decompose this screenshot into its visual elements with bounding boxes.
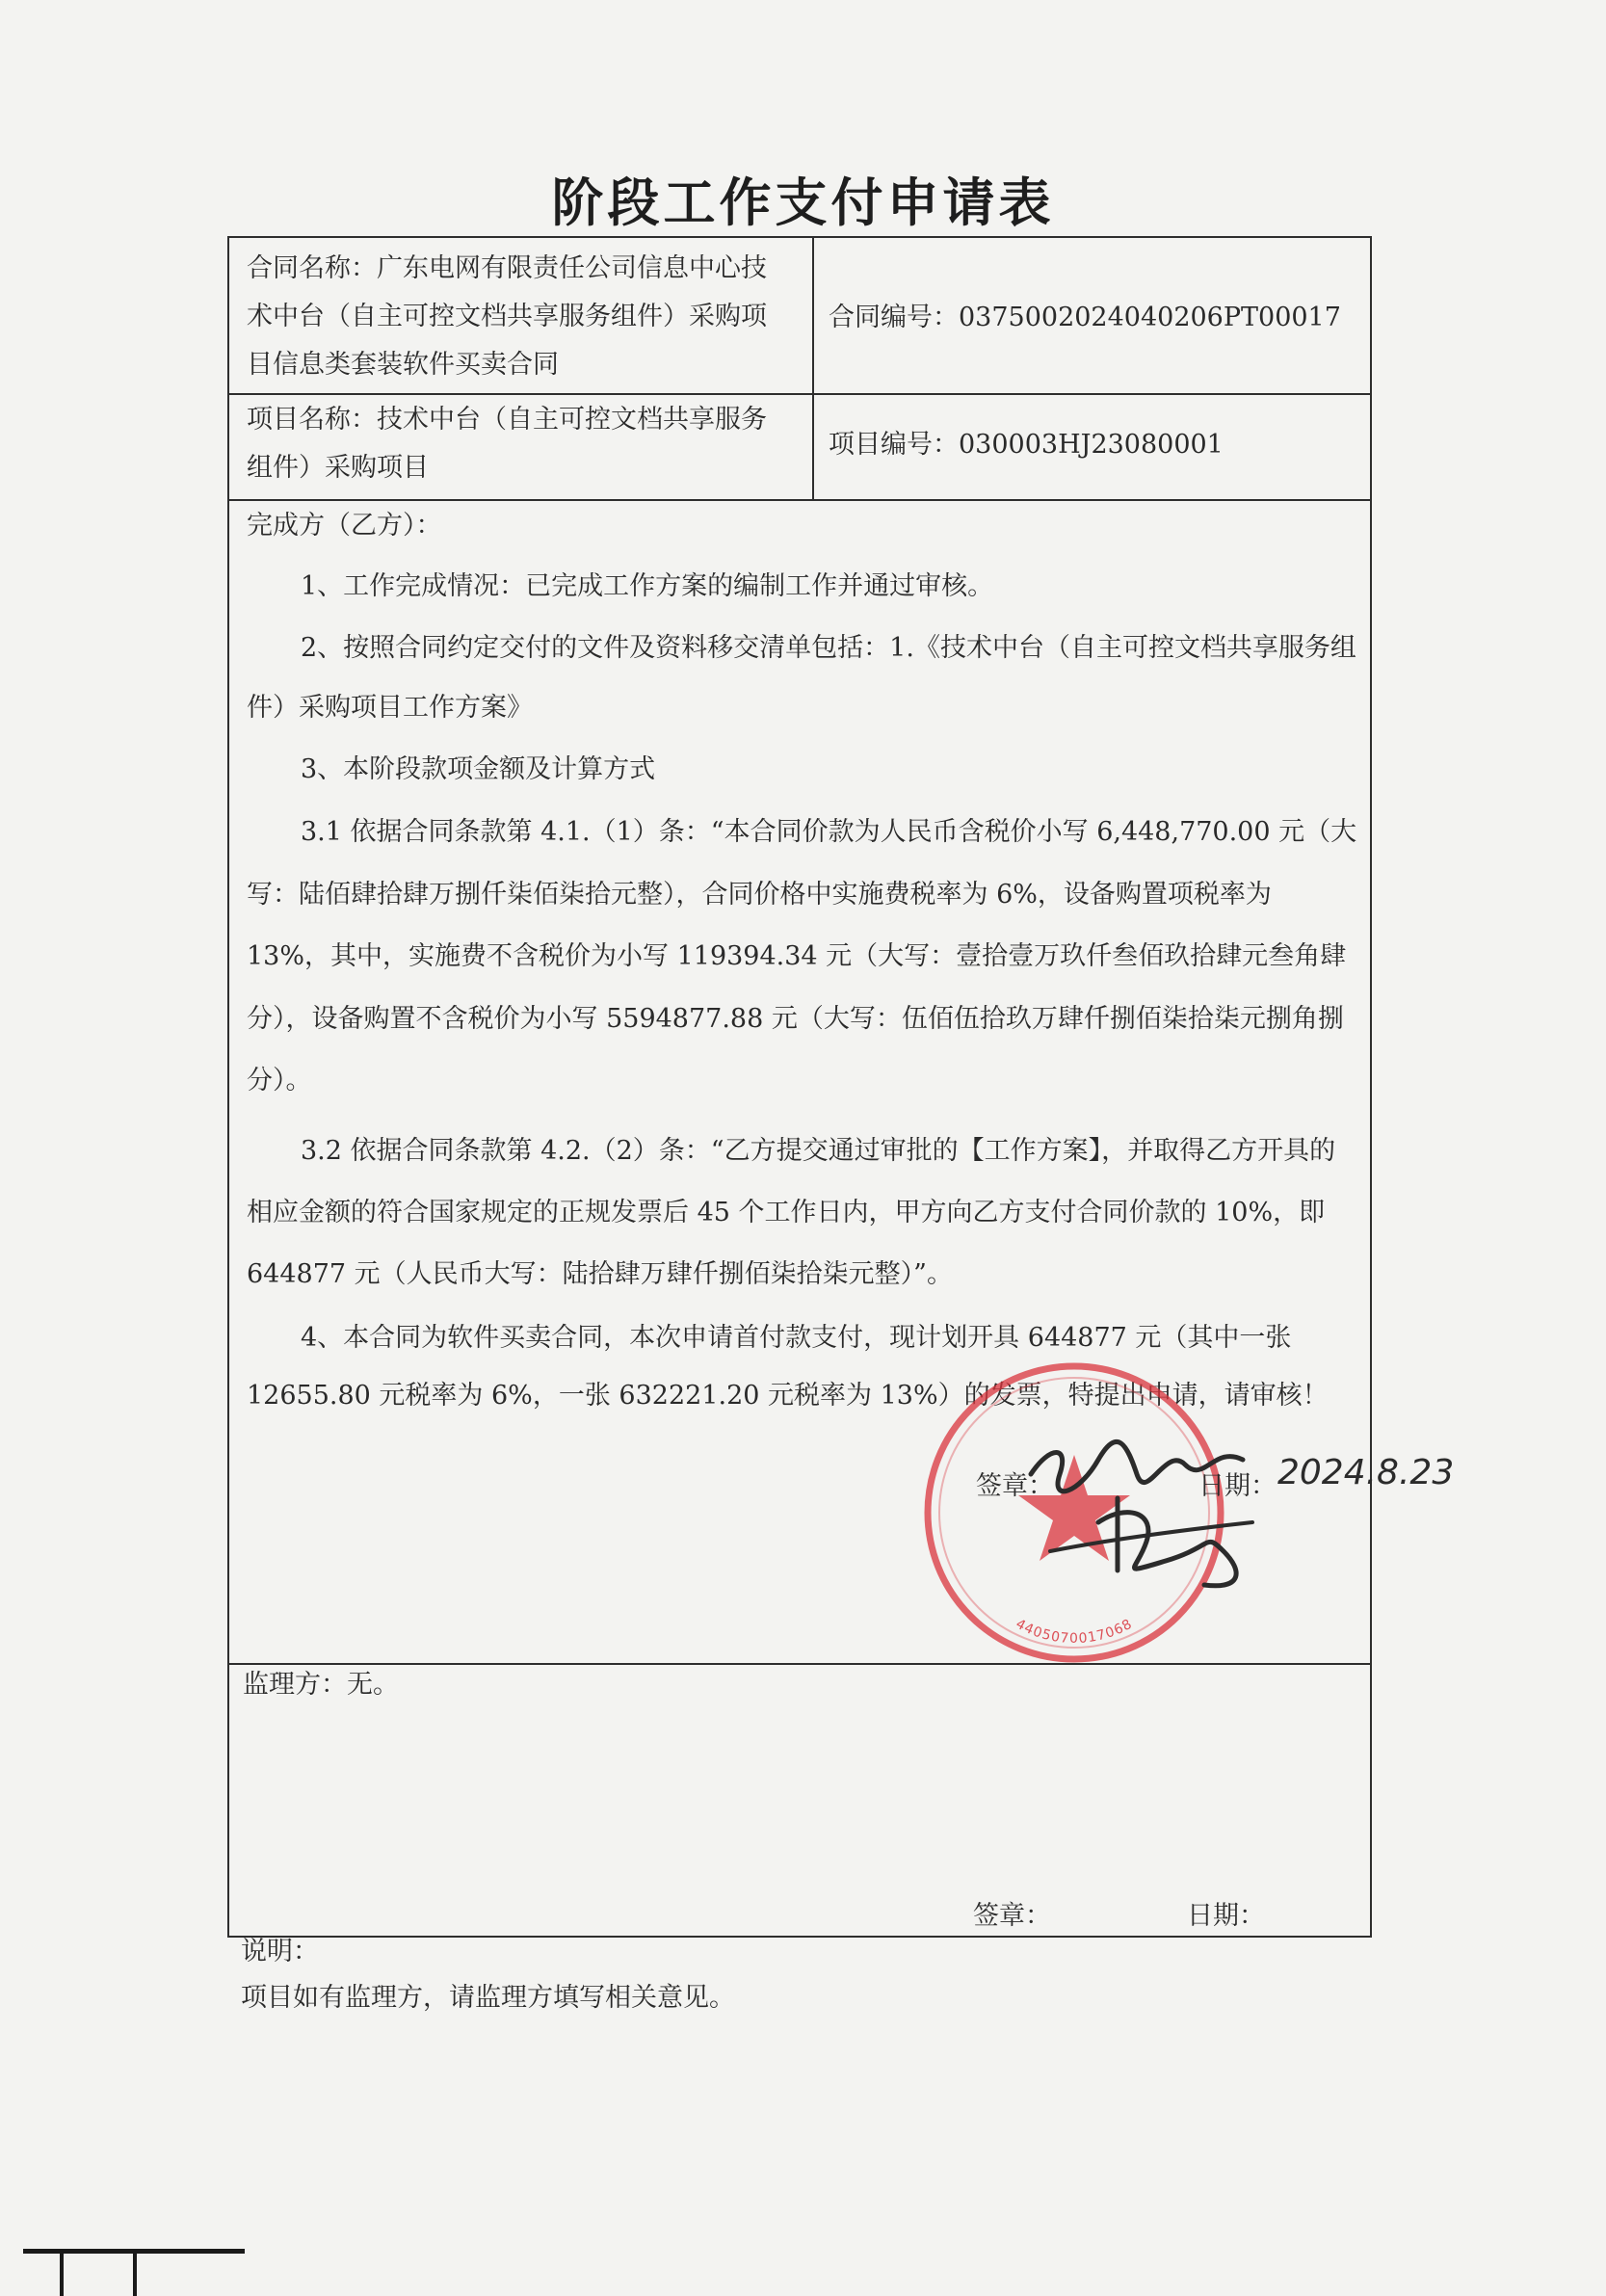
completion-body (247, 555, 1360, 1425)
seal-code: 4405070017068 (1013, 1616, 1136, 1647)
notes-heading: 说明： (241, 1937, 319, 1966)
project-name-label: 项目名称： (247, 405, 377, 435)
completion-date-label: 日期： (1198, 1471, 1277, 1501)
project-number-cell (829, 421, 1358, 469)
contract-name-cell (247, 245, 810, 389)
contract-name-label: 合同名称： (247, 253, 377, 283)
contract-name-line-3: 目信息类套装软件买卖合同 (247, 350, 559, 380)
project-name-line-2: 组件）采购项目 (247, 453, 429, 483)
contract-name-line-1 (247, 245, 810, 293)
project-number-value: 030003HJ23080001 (959, 430, 1224, 460)
handwritten-signature (1012, 1407, 1281, 1609)
supervisor-sign-label: 签章： (973, 1901, 1051, 1931)
project-name-cell (247, 396, 810, 492)
completion-item-2: 2、按照合同约定交付的文件及资料移交清单包括：1.《技术中台（自主可控文档共享服务组件）采购项目工作方案》 (247, 633, 1356, 723)
scan-edge-mark (133, 2249, 137, 2296)
project-name-line-1 (247, 396, 810, 444)
completion-sign-label: 签章： (976, 1471, 1054, 1501)
contract-number-label: 合同编号： (829, 303, 959, 332)
scan-edge-mark (60, 2249, 64, 2296)
completion-item-3-1: 3.1 依据合同条款第 4.1.（1）条：“本合同价款为人民币含税价小写 6,448,770.00 元（大写：陆佰肆拾肆万捌仟柒佰柒拾元整），合同价格中实施费税率为 6%，设备购置项税率为 13%，其中，实施费不含税价为小写 119394.34 元（大写：壹拾壹万玖仟叁佰玖拾肆元叁角肆分），设备购置不含税价为小写 5594877.88 元（大写：伍佰伍拾玖万肆仟捌佰柒拾柒元捌角捌分）。 (247, 817, 1357, 1095)
contract-name-value: 广东电网有限责任公司信息中心技 (377, 253, 767, 283)
page-title: 阶段工作支付申请表 (551, 172, 1055, 233)
project-number-label: 项目编号： (829, 430, 959, 460)
completion-item-1: 1、工作完成情况：已完成工作方案的编制工作并通过审核。 (301, 571, 994, 601)
contract-number-cell (829, 294, 1358, 342)
completion-date-handwritten: 2024.8.23 (1277, 1453, 1455, 1492)
supervisor-label: 监理方：无。 (243, 1670, 399, 1700)
column-divider (812, 238, 814, 500)
contract-number-value: 0375002024040206PT00017 (959, 303, 1341, 332)
supervisor-date-label: 日期： (1187, 1901, 1265, 1931)
svg-text:4405070017068 (1014, 1617, 1136, 1647)
completion-item-4: 4、本合同为软件买卖合同，本次申请首付款支付，现计划开具 644877 元（其中一张 12655.80 元税率为 6%，一张 632221.20 元税率为 13%）的发票，特提出申请，请审核！ (247, 1322, 1329, 1411)
completion-item-3: 3、本阶段款项金额及计算方式 (301, 754, 656, 784)
completion-party-heading: 完成方（乙方）： (247, 511, 442, 541)
project-name-value: 技术中台（自主可控文档共享服务 (377, 405, 767, 435)
contract-name-line-2: 术中台（自主可控文档共享服务组件）采购项 (247, 302, 767, 331)
completion-item-3-2: 3.2 依据合同条款第 4.2.（2）条：“乙方提交通过审批的【工作方案】，并取得乙方开具的相应金额的符合国家规定的正规发票后 45 个工作日内，甲方向乙方支付合同价款的 10%，即 644877 元（人民币大写：陆拾肆万肆仟捌佰柒拾柒元整）”。 (247, 1135, 1336, 1289)
notes-text: 项目如有监理方，请监理方填写相关意见。 (241, 1983, 735, 2013)
row-divider (229, 393, 1370, 395)
